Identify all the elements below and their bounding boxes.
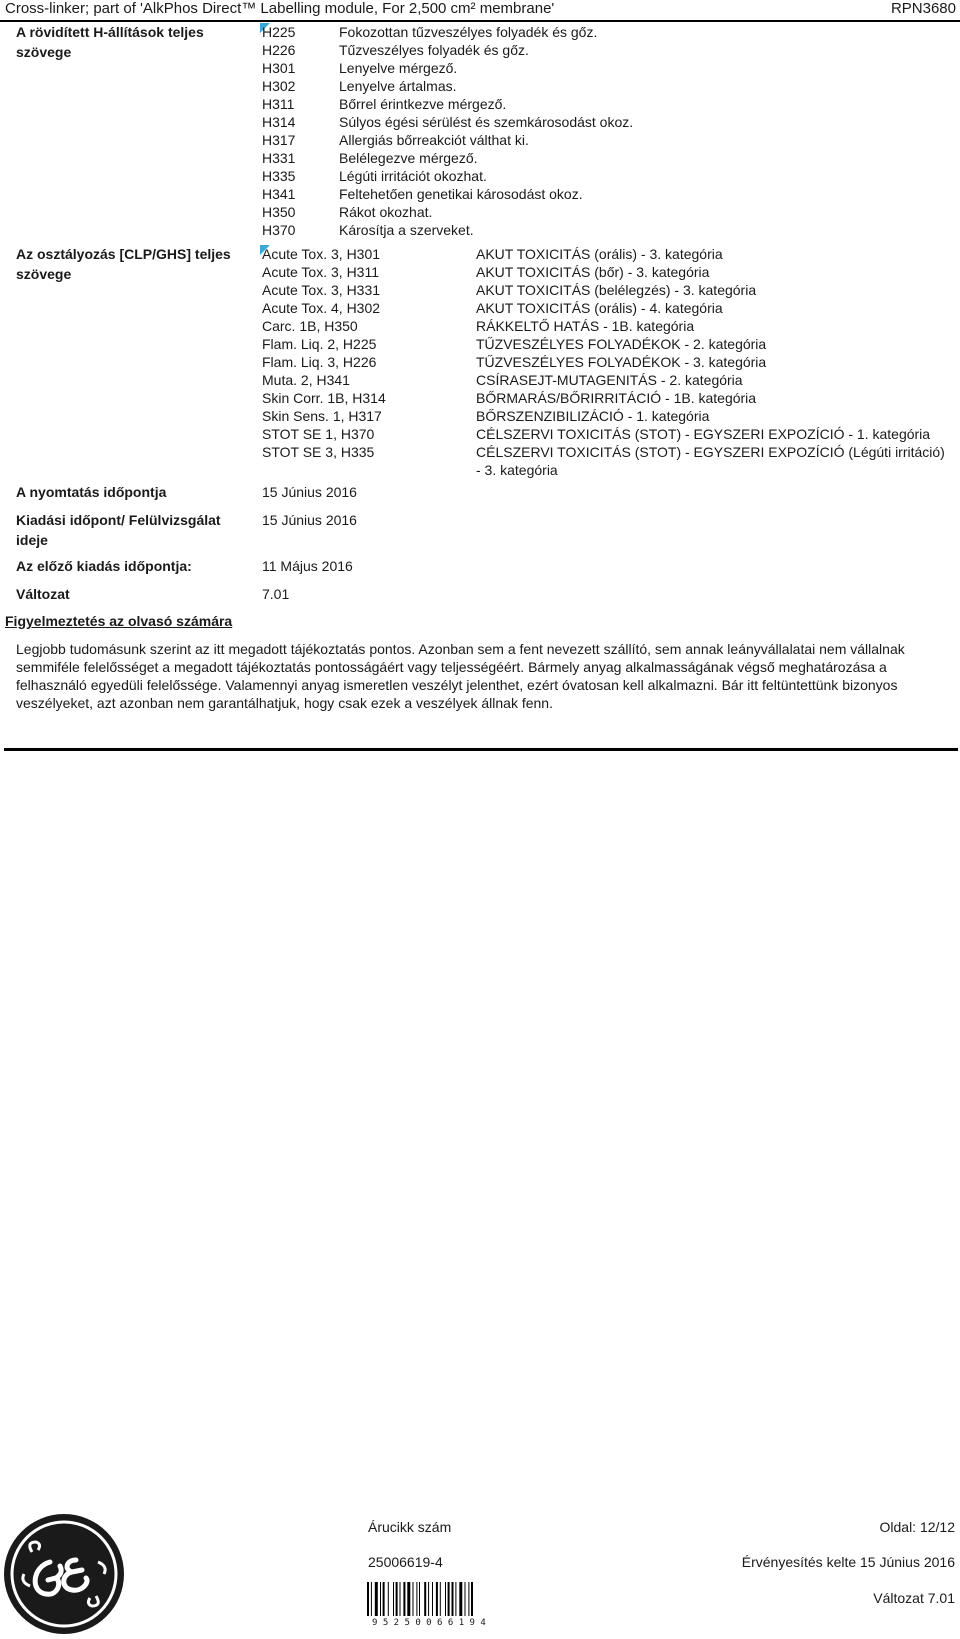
h-statements-label: A rövidített H-állítások teljes szövege (16, 24, 204, 60)
h-code: H314 (262, 114, 296, 130)
h-code: H331 (262, 150, 296, 166)
h-code: H341 (262, 186, 296, 202)
h-text-list (339, 23, 899, 239)
h-code: H301 (262, 60, 296, 76)
barcode-bar (465, 1582, 466, 1616)
section-divider (4, 748, 958, 751)
barcode-bar (432, 1582, 433, 1616)
classification-code: Flam. Liq. 2, H225 (262, 336, 377, 352)
article-number-value: 25006619-4 (368, 1554, 443, 1570)
notice-body: Legjobb tudomásunk szerint az itt megadott tájékoztatás pontos. Azonban sem a fent nevezett szállító, sem annak leányvállalatai nem vállalnak semmiféle felelősséget a megadott tájékoztatás pontosságáért vagy teljességéért. Bármely anyag alkalmasságának végső meghatározása a felhasználó egyedüli felelőssége. Valamennyi anyag ismeretlen veszélyt jelenthet, ezért óvatosan kell alkalmazni. Bár itt feltüntettünk bizonyos veszélyeket, azt azonban nem garantálhatjuk, hogy csak ezek a veszélyek állnak fenn. (16, 641, 905, 711)
h-text: Károsítja a szerveket. (339, 222, 474, 238)
h-code-list (262, 23, 322, 239)
barcode-digits: 9 5 2 5 0 0 6 6 1 9 4 (372, 1618, 486, 1628)
barcode-bar (393, 1582, 394, 1616)
barcode-bar (459, 1582, 462, 1616)
barcode-bar (396, 1582, 398, 1616)
classification-name: AKUT TOXICITÁS (bőr) - 3. kategória (476, 264, 710, 280)
footer-version: Változat 7.01 (873, 1590, 955, 1606)
classification-code: STOT SE 1, H370 (262, 426, 375, 442)
classification-name: AKUT TOXICITÁS (orális) - 4. kategória (476, 300, 723, 316)
barcode-bar (419, 1582, 420, 1616)
barcode-bar (424, 1582, 426, 1616)
classification-name: RÁKKELTŐ HATÁS - 1B. kategória (476, 318, 695, 334)
barcode-bar (428, 1582, 429, 1616)
h-code: H370 (262, 222, 296, 238)
classification-name: AKUT TOXICITÁS (belélegzés) - 3. kategória (476, 282, 757, 298)
previous-issue-label: Az előző kiadás időpontja: (16, 558, 192, 574)
h-text: Lenyelve mérgező. (339, 60, 458, 76)
h-text: Feltehetően genetikai károsodást okoz. (339, 186, 583, 202)
classification-name: BŐRMARÁS/BŐRIRRITÁCIÓ - 1B. kategória (476, 390, 757, 406)
barcode-bar (436, 1582, 438, 1616)
barcode-bar (455, 1582, 456, 1616)
h-text: Lenyelve ártalmas. (339, 78, 457, 94)
barcode-bar (448, 1582, 450, 1616)
barcode-bar (452, 1582, 454, 1616)
ge-logo-icon (2, 1512, 126, 1636)
classification-code: Acute Tox. 3, H311 (262, 264, 379, 280)
h-text: Fokozottan tűzveszélyes folyadék és gőz. (339, 24, 598, 40)
h-code: H226 (262, 42, 296, 58)
classification-name: CÉLSZERVI TOXICITÁS (STOT) - EGYSZERI EXPOZÍCIÓ (Légúti irritáció) - 3. kategória (476, 444, 945, 478)
page-number: Oldal: 12/12 (879, 1519, 955, 1535)
h-text: Súlyos égési sérülést és szemkárosodást okoz. (339, 114, 634, 130)
barcode-bar (371, 1582, 372, 1616)
barcode-bar (375, 1582, 378, 1616)
classification-code: Acute Tox. 3, H331 (262, 282, 381, 298)
product-code: RPN3680 (890, 0, 956, 17)
barcode-bar (407, 1582, 410, 1616)
issue-date-label: Kiadási időpont/ Felülvizsgálat ideje (16, 512, 221, 548)
print-date-label: A nyomtatás időpontja (16, 484, 167, 500)
classification-name: TŰZVESZÉLYES FOLYADÉKOK - 3. kategória (476, 354, 767, 370)
h-code: H225 (262, 24, 296, 40)
h-code: H317 (262, 132, 296, 148)
barcode-bar (383, 1582, 385, 1616)
barcode-bar (445, 1582, 446, 1616)
print-date-value: 15 Június 2016 (262, 484, 357, 500)
classification-name-list (476, 245, 946, 479)
barcode-bar (468, 1582, 469, 1616)
barcode-bar (388, 1582, 389, 1616)
notice-title: Figyelmeztetés az olvasó számára (5, 613, 233, 629)
barcode-bar (403, 1582, 405, 1616)
h-text: Tűzveszélyes folyadék és gőz. (339, 42, 529, 58)
barcode-bar (400, 1582, 401, 1616)
classification-code: Acute Tox. 3, H301 (262, 246, 381, 262)
classification-name: CÉLSZERVI TOXICITÁS (STOT) - EGYSZERI EXPOZÍCIÓ - 1. kategória (476, 426, 931, 442)
h-text: Bőrrel érintkezve mérgező. (339, 96, 507, 112)
issue-date-value: 15 Június 2016 (262, 512, 357, 528)
barcode-bar (380, 1582, 381, 1616)
h-text: Rákot okozhat. (339, 204, 433, 220)
version-value: 7.01 (262, 586, 290, 602)
barcode-bar (413, 1582, 414, 1616)
classification-label: Az osztályozás [CLP/GHS] teljes szövege (16, 246, 231, 282)
h-code: H311 (262, 96, 295, 112)
article-number-label: Árucikk szám (368, 1519, 452, 1535)
classification-code: Carc. 1B, H350 (262, 318, 358, 334)
document-title: Cross-linker; part of 'AlkPhos Direct™ Labelling module, For 2,500 cm² membrane' (5, 0, 555, 17)
classification-code: STOT SE 3, H335 (262, 444, 375, 460)
classification-code: Acute Tox. 4, H302 (262, 300, 381, 316)
classification-name: BŐRSZENZIBILIZÁCIÓ - 1. kategória (476, 408, 710, 424)
classification-code: Skin Corr. 1B, H314 (262, 390, 386, 406)
classification-name: CSÍRASEJT-MUTAGENITÁS - 2. kategória (476, 372, 743, 388)
h-code: H302 (262, 78, 296, 94)
page-header (0, 0, 960, 22)
classification-name: TŰZVESZÉLYES FOLYADÉKOK - 2. kategória (476, 336, 767, 352)
h-text: Allergiás bőrreakciót válthat ki. (339, 132, 529, 148)
validity-date: Érvényesítés kelte 15 Június 2016 (741, 1554, 955, 1570)
barcode-bar (367, 1582, 369, 1616)
h-text: Légúti irritációt okozhat. (339, 168, 487, 184)
classification-code: Skin Sens. 1, H317 (262, 408, 382, 424)
classification-code-list (262, 245, 452, 461)
previous-issue-value: 11 Május 2016 (262, 558, 353, 574)
classification-code: Muta. 2, H341 (262, 372, 350, 388)
classification-name: AKUT TOXICITÁS (orális) - 3. kategória (476, 246, 723, 262)
barcode-bar (416, 1582, 417, 1616)
classification-code: Flam. Liq. 3, H226 (262, 354, 377, 370)
h-text: Belélegezve mérgező. (339, 150, 478, 166)
barcode-bar (471, 1582, 473, 1616)
h-code: H335 (262, 168, 296, 184)
h-code: H350 (262, 204, 296, 220)
barcode-icon (367, 1582, 509, 1622)
barcode-bar (440, 1582, 441, 1616)
version-label: Változat (16, 586, 70, 602)
